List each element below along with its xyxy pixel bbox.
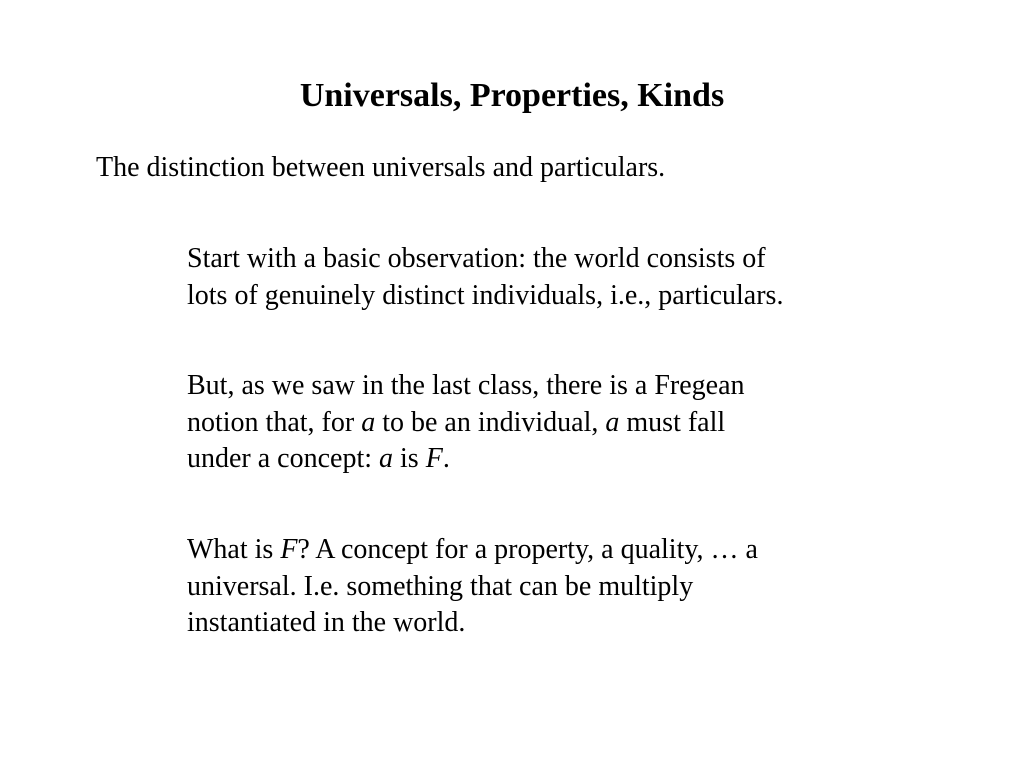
- variable-f: F: [425, 443, 443, 474]
- variable-a: a: [605, 406, 620, 438]
- text-run: ? A concept for a property, a quality, … a: [297, 534, 758, 565]
- text-run: to be an individual,: [375, 406, 606, 438]
- text-run: .: [442, 443, 450, 474]
- paragraph-line: But, as we saw in the last class, there is a Fregean: [187, 370, 745, 401]
- slide-title: Universals, Properties, Kinds: [299, 77, 725, 114]
- lead-statement: The distinction between universals and particulars.: [96, 152, 666, 183]
- text-run: must fall: [619, 406, 726, 438]
- paragraph-line: universal. I.e. something that can be multiply: [187, 570, 694, 602]
- paragraph-line: lots of genuinely distinct individuals, i.e., particulars.: [187, 279, 784, 311]
- paragraph-fregean-notion: [187, 368, 967, 478]
- paragraph-what-is-f: [187, 532, 967, 642]
- text-run: notion that, for: [187, 406, 362, 438]
- variable-a: a: [379, 443, 394, 474]
- variable-a: a: [361, 406, 376, 438]
- paragraph-line: Start with a basic observation: the world consists of: [187, 243, 766, 274]
- text-run: under a concept:: [187, 443, 380, 474]
- text-run: What is: [187, 534, 281, 565]
- paragraph-observation: [187, 241, 967, 314]
- paragraph-line: instantiated in the world.: [187, 607, 466, 638]
- text-run: is: [393, 443, 426, 474]
- variable-f: F: [280, 534, 298, 565]
